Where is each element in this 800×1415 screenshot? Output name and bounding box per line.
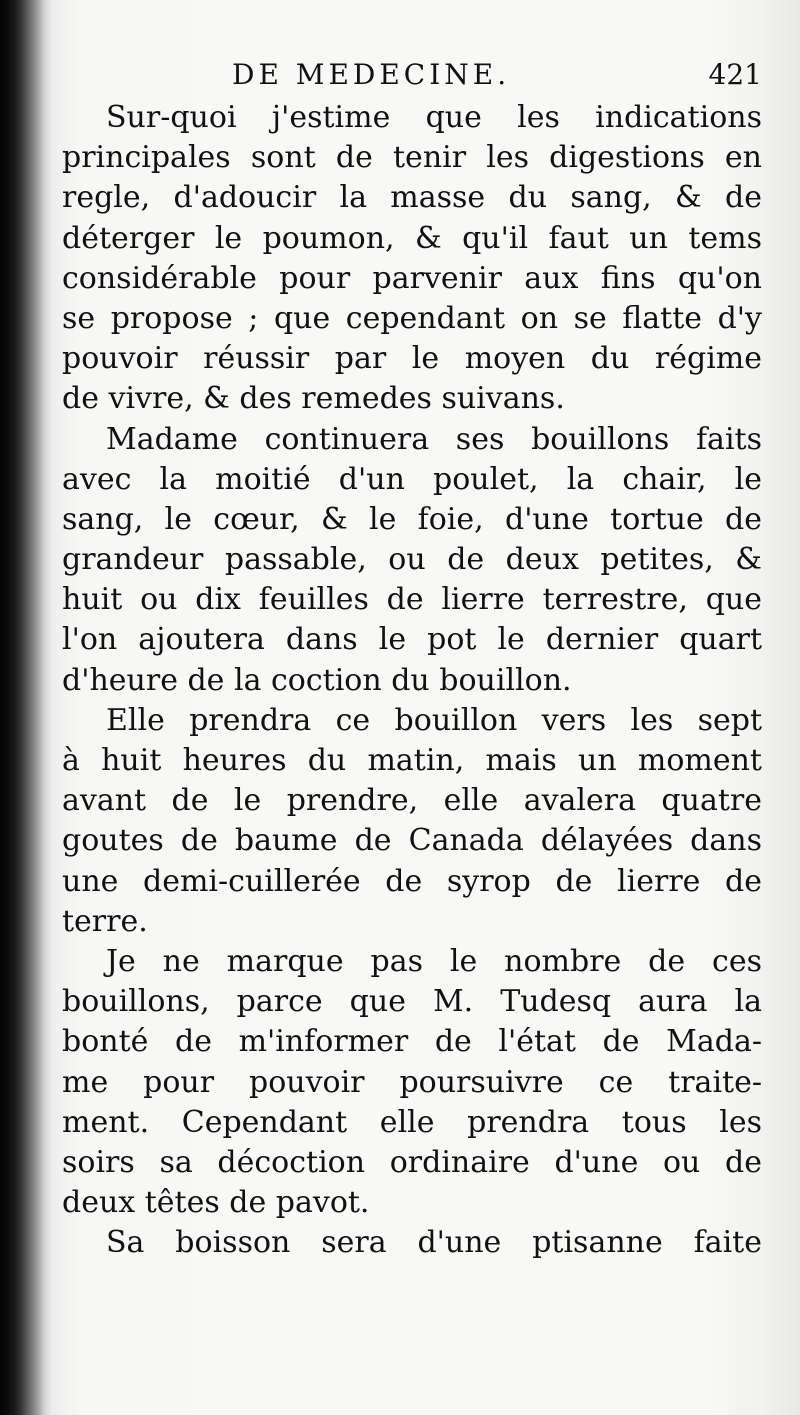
text-line: pouvoir réussir par le moyen du régime [62, 341, 762, 377]
text-line: bouillons, parce que M. Tudesq aura la [62, 984, 762, 1020]
page-number: 421 [708, 58, 762, 91]
text-line: deux têtes de pavot. [62, 1185, 370, 1221]
text-line: grandeur passable, ou de deux petites, & [62, 542, 762, 578]
text-line: me pour pouvoir poursuivre ce traite- [62, 1064, 762, 1100]
text-line: une demi-cuillerée de syrop de lierre de [62, 863, 762, 899]
text-line: avant de le prendre, elle avalera quatre [62, 783, 762, 819]
text-line: à huit heures du matin, mais un moment [62, 743, 762, 778]
body-text [62, 98, 762, 1263]
text-line: principales sont de tenir les digestions en [62, 140, 762, 176]
text-line: considérable pour parvenir aux fins qu'on [62, 260, 762, 296]
text-line: soirs sa décoction ordinaire d'une ou de [62, 1144, 762, 1180]
text-line: Elle prendra ce bouillon vers les sept [106, 702, 762, 738]
text-line: déterger le poumon, & qu'il faut un tems [62, 220, 762, 256]
text-line: sang, le cœur, & le foie, d'une tortue de [62, 501, 762, 537]
binding-shadow [0, 0, 44, 1415]
running-head [62, 52, 762, 96]
text-line: avec la moitié d'un poulet, la chair, le [62, 461, 762, 497]
text-line: huit ou dix feuilles de lierre terrestre, que [62, 582, 762, 618]
book-page [62, 52, 762, 1392]
text-line: Madame continuera ses bouillons faits [106, 421, 762, 457]
text-line: bonté de m'informer de l'état de Mada- [62, 1024, 762, 1060]
text-line: Je ne marque pas le nombre de ces [106, 943, 762, 979]
text-line: d'heure de la coction du bouillon. [62, 662, 572, 698]
text-line: Sur-quoi j'estime que les indications [106, 100, 762, 135]
text-line: regle, d'adoucir la masse du sang, & de [62, 180, 762, 216]
text-line: terre. [62, 903, 148, 939]
text-line: Sa boisson sera d'une ptisanne faite [106, 1225, 762, 1261]
text-line: se propose ; que cependant on se flatte d'y [62, 300, 762, 336]
text-line: l'on ajoutera dans le pot le dernier quart [62, 622, 762, 658]
text-line: de vivre, & des remedes suivans. [62, 381, 565, 417]
text-line: ment. Cependant elle prendra tous les [62, 1104, 762, 1140]
running-head-title: DE MEDECINE. [232, 58, 511, 91]
text-line: goutes de baume de Canada délayées dans [62, 823, 762, 859]
